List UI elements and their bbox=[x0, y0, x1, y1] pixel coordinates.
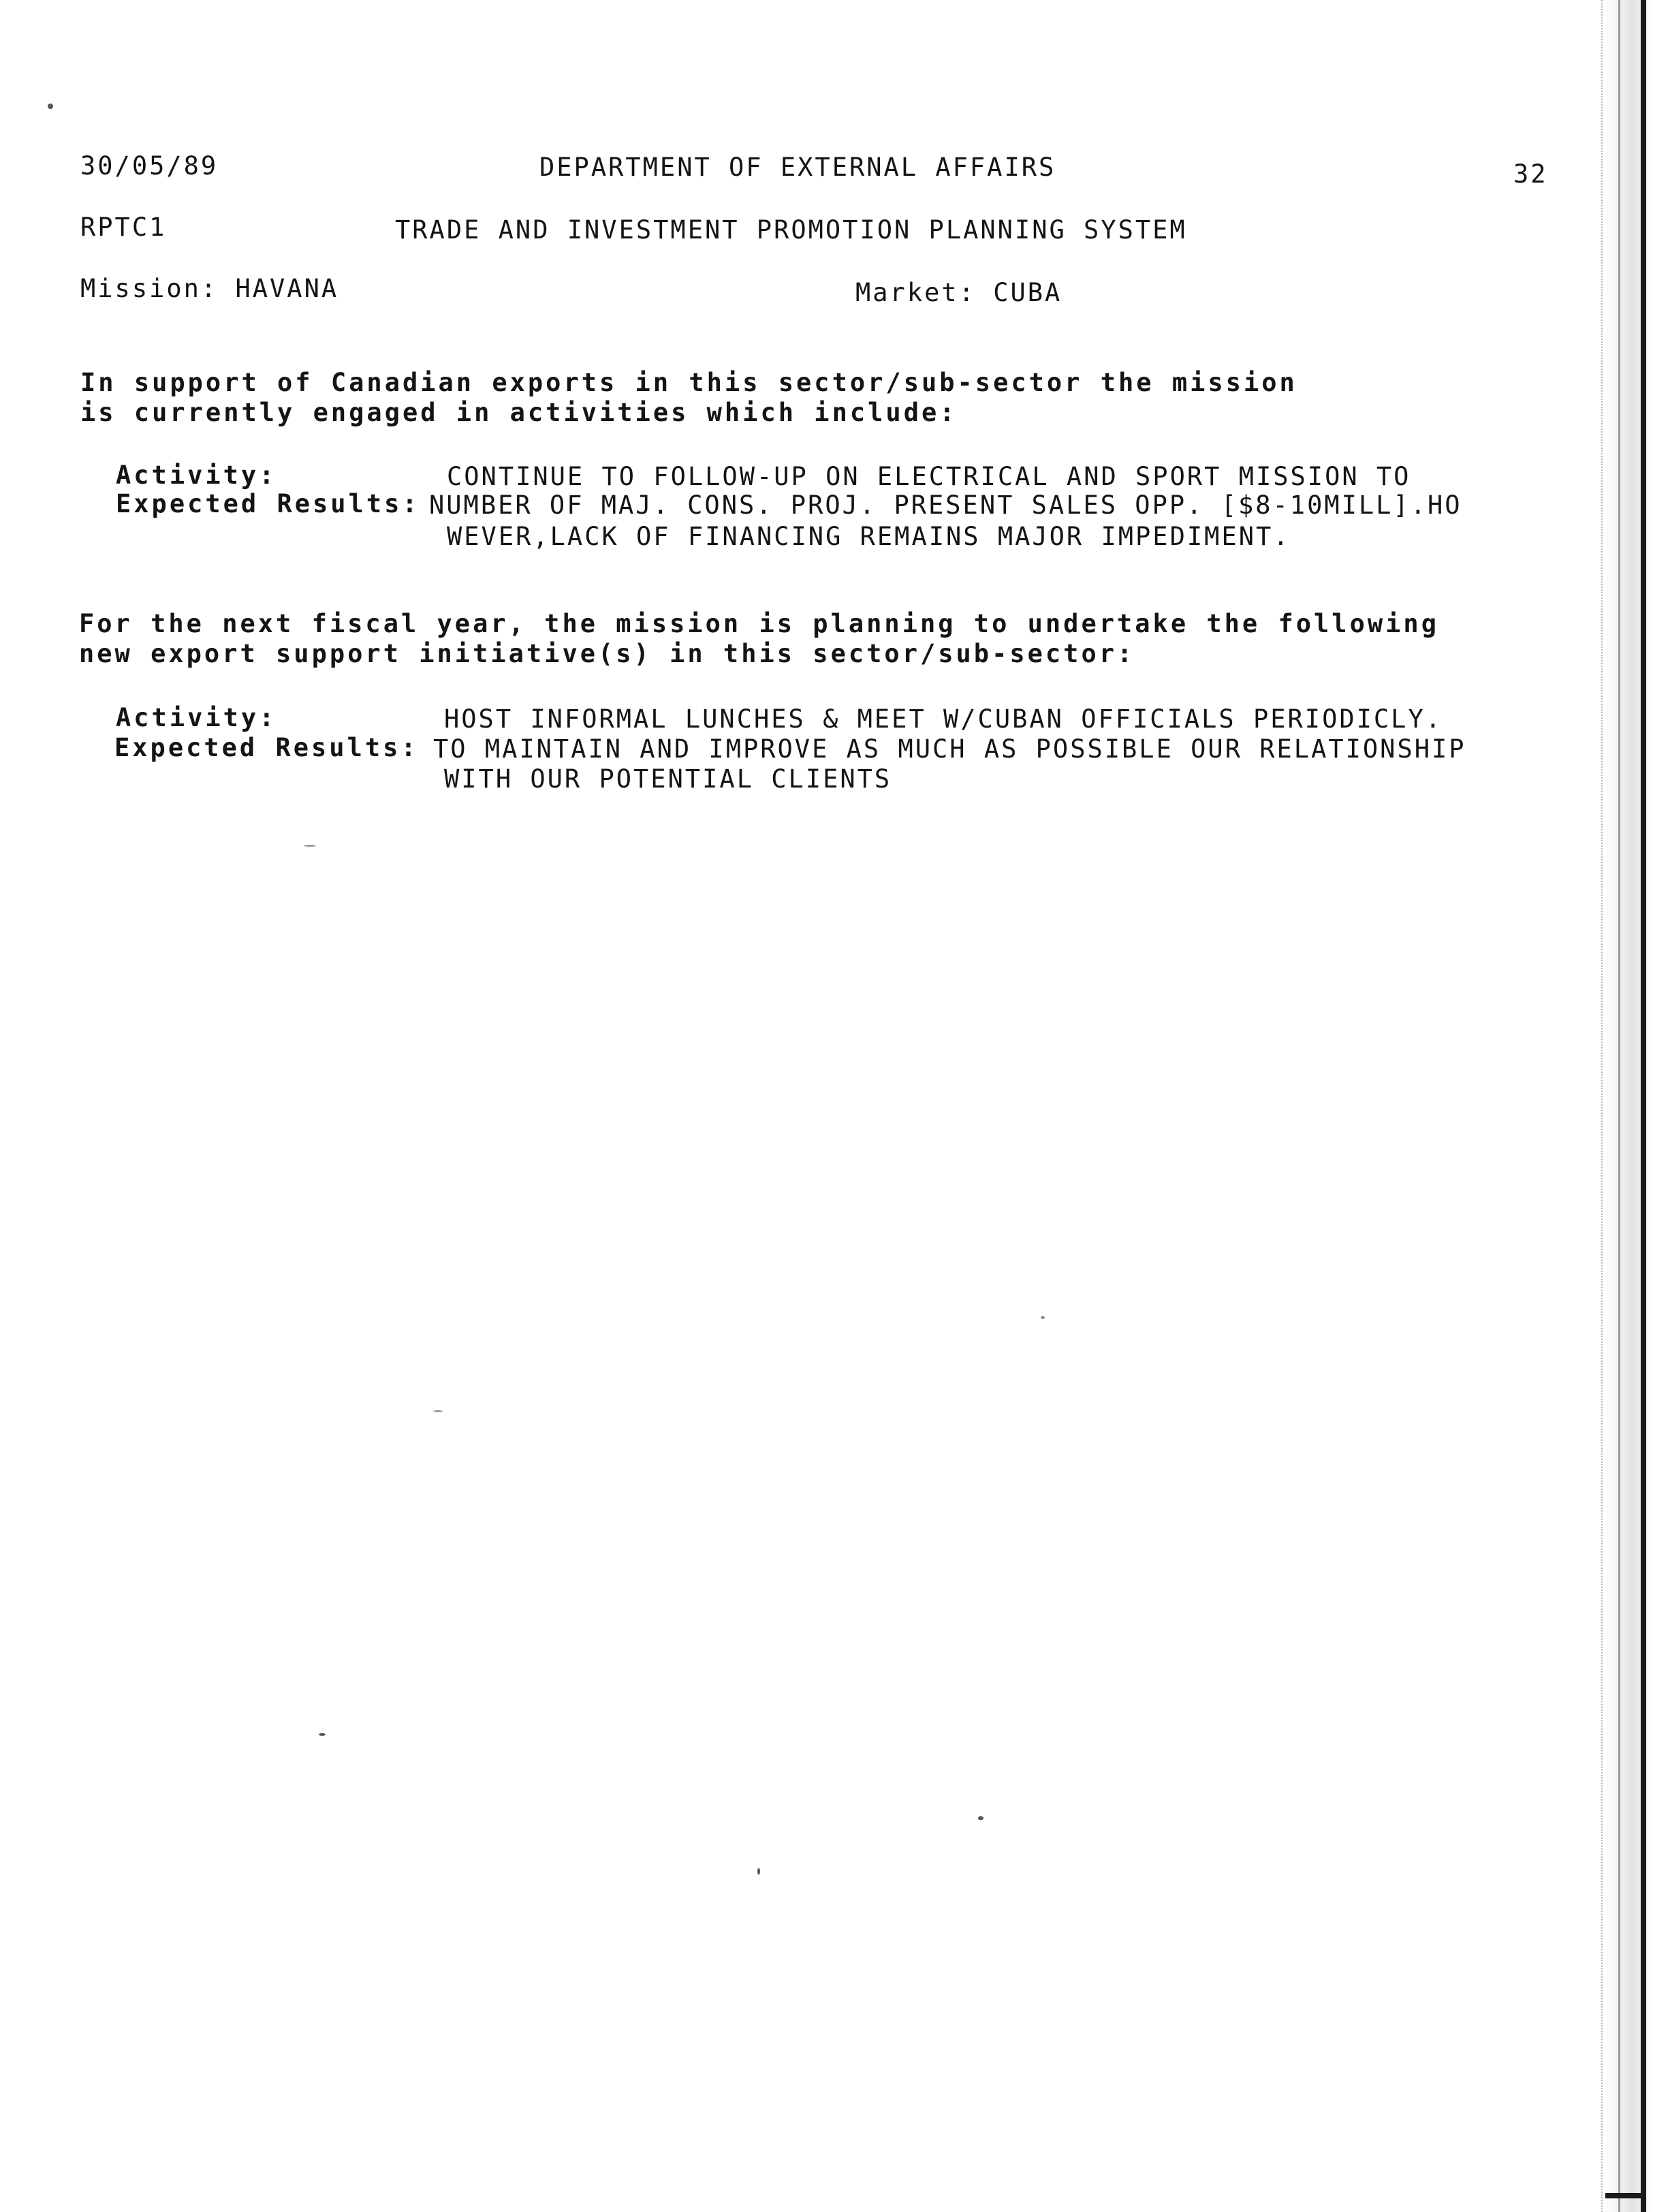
scan-edge-line bbox=[1641, 0, 1646, 2212]
scan-speck bbox=[304, 845, 316, 847]
next-intro-line-2: new export support initiative(s) in this sector/sub-sector: bbox=[79, 639, 1135, 668]
current-intro-line-2: is currently engaged in activities which include: bbox=[80, 398, 958, 427]
next-results-line-1: TO MAINTAIN AND IMPROVE AS MUCH AS POSSIBLE OUR RELATIONSHIP bbox=[433, 734, 1466, 764]
system-title: TRADE AND INVESTMENT PROMOTION PLANNING SYSTEM bbox=[395, 215, 1187, 245]
scan-speck bbox=[757, 1868, 760, 1875]
current-activity-value: CONTINUE TO FOLLOW-UP ON ELECTRICAL AND SPORT MISSION TO bbox=[447, 462, 1411, 491]
department-title: DEPARTMENT OF EXTERNAL AFFAIRS bbox=[539, 153, 1056, 182]
current-activity-label: Activity: bbox=[116, 461, 277, 490]
next-results-line-2: WITH OUR POTENTIAL CLIENTS bbox=[444, 764, 892, 794]
current-intro-line-1: In support of Canadian exports in this sector/sub-sector the mission bbox=[80, 368, 1297, 397]
next-results-label: Expected Results: bbox=[114, 733, 419, 762]
market-label: Market: CUBA bbox=[855, 278, 1062, 307]
page-number: 32 bbox=[1513, 159, 1548, 189]
scan-speck bbox=[319, 1733, 326, 1736]
current-results-label: Expected Results: bbox=[116, 489, 420, 518]
scan-speck bbox=[978, 1816, 983, 1820]
scan-speck bbox=[1041, 1316, 1045, 1319]
report-code: RPTC1 bbox=[80, 213, 167, 242]
mission-label: Mission: HAVANA bbox=[80, 274, 339, 303]
current-results-line-2: WEVER,LACK OF FINANCING REMAINS MAJOR IMPEDIMENT. bbox=[447, 522, 1291, 551]
report-date: 30/05/89 bbox=[80, 151, 219, 181]
next-intro-line-1: For the next fiscal year, the mission is planning to undertake the following bbox=[79, 609, 1439, 638]
next-activity-value: HOST INFORMAL LUNCHES & MEET W/CUBAN OFFICIALS PERIODICLY. bbox=[444, 704, 1443, 734]
scan-speck bbox=[433, 1410, 443, 1412]
scan-speck bbox=[48, 104, 53, 109]
scan-edge-foot bbox=[1605, 2193, 1646, 2198]
next-activity-label: Activity: bbox=[116, 703, 277, 732]
scan-edge-inner-line bbox=[1618, 0, 1620, 2212]
current-results-line-1: NUMBER OF MAJ. CONS. PROJ. PRESENT SALES OPP. [$8-10MILL].HO bbox=[429, 490, 1462, 520]
